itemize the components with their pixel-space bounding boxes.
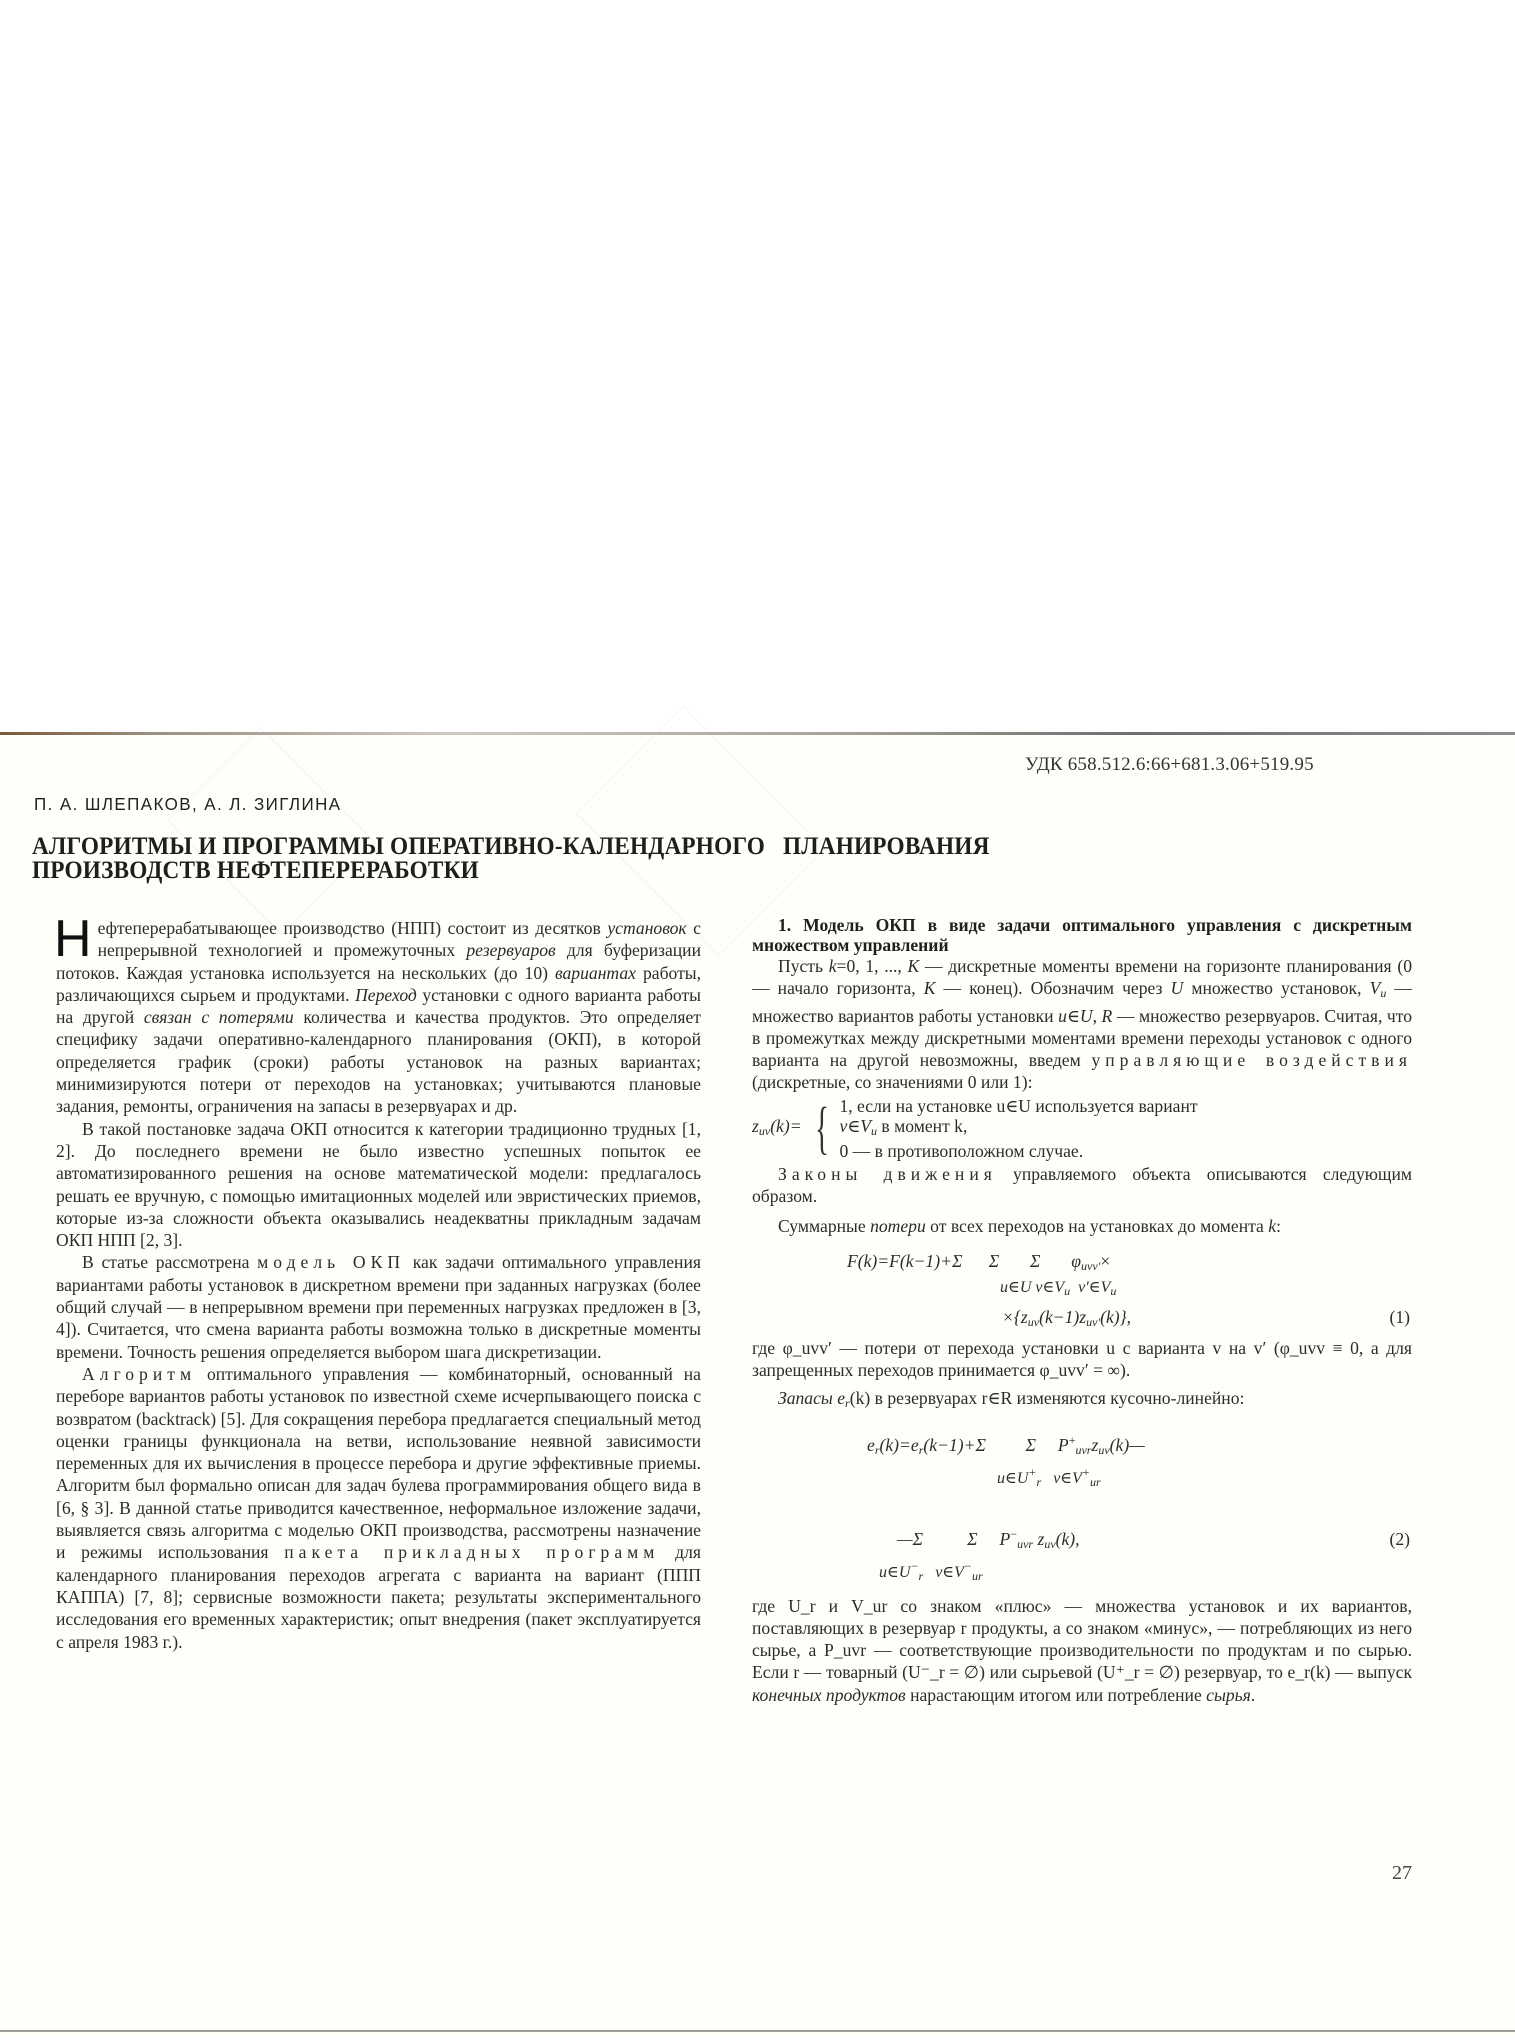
math-text: F(k)=F(k−1)+Σ Σ Σ φ [847,1250,1082,1271]
subscript: r [918,1442,924,1457]
superscript: + [1068,1432,1076,1447]
eq2-line-1 [867,1429,1412,1461]
subscript: uvr [1075,1442,1092,1457]
text-run: . [1250,1684,1256,1705]
math-var: k [828,956,837,976]
subscript: ur [972,1568,983,1583]
drop-cap: Н [54,910,92,968]
math-text: e [867,1434,875,1455]
authors: П. А. ШЛЕПАКОВ, А. Л. ЗИГЛИНА [34,794,342,815]
subscript: u [1064,1283,1071,1298]
math-var: K [923,978,936,999]
eq1-sum-limits [847,1277,1412,1302]
article-title [32,835,1148,883]
italic-term: установок [607,918,687,938]
spaced-term: пакета прикладных программ [284,1542,660,1563]
eq1-line-2-text [1002,1306,1131,1333]
math-text: (k)= [770,1115,802,1136]
text-run: Пусть [778,956,829,976]
paragraph-stocks [752,1387,1412,1414]
math-var: u∈U [1058,1005,1093,1026]
italic-term: резервуаров [466,940,556,961]
italic-term: Переход [355,984,417,1005]
text-run: , [1092,1005,1102,1026]
section-heading: 1. Модель ОКП в виде задачи оптимального управления с дискретным множеством управлений [752,915,1412,955]
math-text: (k)=e [879,1434,919,1455]
spaced-term: Законы движения [778,1163,997,1184]
subscript: uvv′ [1081,1258,1101,1273]
math-var: R [1101,1005,1113,1026]
subscript: uv [1027,1314,1040,1329]
math-text: —Σ Σ P [897,1528,1011,1549]
math-text: (k)— [1109,1434,1145,1455]
text-run: В статье рассмотрена [82,1252,258,1273]
paragraph-3 [56,1251,701,1362]
spaced-term: Алгоритм [82,1363,197,1384]
eq2-line-2-text [897,1523,1080,1555]
formula-lhs [752,1115,802,1142]
math-var: v∈V [839,1115,872,1136]
math-text: u∈U v∈V [1000,1278,1065,1296]
subscript: uvr [1017,1536,1034,1551]
subscript: r [874,1442,880,1457]
title-line-2: ПРОИЗВОДСТВ НЕФТЕПЕРЕРАБОТКИ [32,857,479,884]
left-column [54,910,701,1653]
math-text: u∈U [879,1563,911,1581]
equation-2 [752,1429,1412,1587]
text-run: работы, различающихся сырьем и продуктами. [56,962,701,1005]
text-run: для буферизации потоков. Каждая установка используется на нескольких (до 10) [56,940,701,983]
eq2-line-2 [867,1523,1412,1555]
subscript: r [918,1568,924,1583]
superscript: − [963,1558,973,1573]
page-bottom-edge [0,2030,1515,2032]
math-text: (k−1)z [1039,1306,1087,1327]
case-1: 1, если на установке u∈U используется вариант [839,1095,1198,1116]
math-text: ×{z [1002,1306,1028,1327]
equation-number: (2) [1389,1528,1410,1549]
text-run: оптимального управления — комбинаторный, основанный на переборе вариантов работы установок по известной схеме исчерпывающего поиска с возвратом (backtrack) [5]. Для сокращения перебора предлагается специальный метод оценки границы функционала на ветви, использование неявной зависимости переменных для их вычисления в процессе перебора и другие эффективные приемы. Алгоритм был формально описан для задач булева программирования общего вида в [6, § 3]. В данной статье приводится качественное, неформальное изложение задачи, выявляется связь алгоритма с моделью ОКП производства, рассмотрены назначение и режимы использования [56,1363,701,1563]
superscript: + [1081,1464,1091,1479]
text-run: количества и качества продуктов. Это определяет специфику задачи оперативно-календарного планирования (ОКП), в которой определяется график (сроки) работы установок на разных вариантах; минимизируются потери от переходов на установках; учитываются плановые задания, ремонты, ограничения на запасы в резервуарах и др. [56,1007,701,1117]
text-run: управляемого объекта описываются следующим образом. [752,1163,1412,1207]
italic-term: конечных продуктов [752,1684,906,1705]
text-run: (дискретные, со значениями 0 или 1): [752,1072,1033,1093]
superscript: − [1010,1526,1018,1541]
udk-code: УДК 658.512.6:66+681.3.06+519.95 [1025,754,1314,775]
text-run: ефтеперерабатывающее производство (НПП) состоит из десятков [97,918,608,938]
math-var: k [1268,1216,1277,1237]
subscript: r [1036,1474,1042,1489]
text-run: установки с одного варианта работы на другой [56,984,701,1028]
control-definition-formula [752,1096,1412,1161]
subscript: uv [1044,1536,1056,1551]
math-text: u∈U [997,1469,1029,1487]
paragraph-motion-laws [752,1163,1412,1208]
text-run: — множество резервуаров. Считая, что в промежутках между дискретными моментами времени переходы установок с одного варианта на другой невозможны, введем [752,1005,1413,1071]
math-text: (k)}, [1100,1306,1132,1327]
paragraph-losses [752,1215,1412,1237]
math-text: v′∈V [1070,1278,1111,1296]
math-text: v∈V [1041,1469,1082,1487]
equation-1 [752,1250,1412,1333]
case-3: 0 — в противоположном случае. [839,1140,1084,1161]
math-var: K [907,956,920,976]
math-var: U [1170,978,1184,999]
intro-paragraph [54,910,701,1118]
subscript: r [845,1396,850,1411]
text-run: нарастающим итогом или потребление [905,1684,1207,1705]
italic-term: вариантах [554,962,636,983]
italic-term: потери [870,1216,926,1237]
text-run: для календарного планирования переходов агрегата с варианта на вариант (ППП КАППА) [7, 8]; сервисные возможности пакета; результаты экспериментального исследования его временных характеристик; опыт внедрения (пакет эксплуатируется с апреля 1983 г.). [56,1542,701,1652]
case-2 [839,1116,1412,1141]
equation-number: (1) [1389,1306,1410,1327]
paragraph-definitions: Пусть k=0, 1, ..., K — дискретные моменты времени на горизонте планирования (0 — начало горизонта, K — конец). Обозначим через U множество установок, $V_u$ — множество вариантов работы установки u∈U, R — множество резервуаров. Считая, что в промежутках между дискретными моментами времени переходы установок с одного варианта на другой невозможны, введем управляющие воздействия (дискретные, со значениями 0 или 1): [752,956,1413,1093]
brace-symbol: { [814,1095,829,1161]
eq1-line-1 [847,1250,1412,1277]
subscript: ur [1090,1474,1101,1489]
math-text: z [1091,1434,1099,1455]
right-column [752,915,1412,1706]
paragraph-sets-definition [752,1595,1412,1706]
text-run: Суммарные [778,1216,871,1237]
bleed-through-shape [167,727,375,935]
italic-term: Запасы e [778,1388,846,1409]
math-text: в момент k, [877,1115,968,1136]
spaced-term: модель ОКП [257,1252,406,1273]
math-var: V [1369,978,1381,999]
italic-term: сырья [1206,1684,1251,1705]
paragraph-4 [56,1363,701,1653]
superscript: − [910,1558,919,1573]
eq2-sum-limits-2 [867,1555,1412,1587]
page-number: 27 [1392,1862,1412,1884]
math-text: (k−1)+Σ Σ P [923,1434,1069,1455]
text-run: =0, 1, ..., [836,956,908,976]
italic-term: связан с потерями [143,1007,294,1028]
text-run: — множество вариантов работы установки [752,978,1413,1026]
subscript: uv′ [1086,1314,1101,1329]
subscript: u [871,1123,878,1138]
math-text: z [1033,1528,1045,1549]
title-line-1: АЛГОРИТМЫ И ПРОГРАММЫ ОПЕРАТИВНО-КАЛЕНДАРНОГО ПЛАНИРОВАНИЯ [32,833,990,860]
paragraph-2: В такой постановке задача ОКП относится к категории традиционно трудных [1, 2]. До последнего времени не было известно успешных попыток ее автоматизированного решения на основе математической модели: предлагалось решать ее вручную, с помощью имитационных моделей или эвристических приемов, которые из-за сложности объекта оказывались неадекватны прикладным задачам ОКП НПП [2, 3]. [56,1118,701,1251]
subscript: uv [1098,1442,1110,1457]
eq2-sum-limits-1 [867,1461,1412,1493]
text-run: с непрерывной технологией и промежуточных [97,918,701,961]
journal-page [0,735,1515,2035]
math-text: (k), [1055,1528,1080,1549]
text-run: от всех переходов на установках до момента [925,1216,1269,1237]
eq1-line-2 [847,1306,1412,1333]
math-text: v∈V [923,1563,964,1581]
subscript: u [1110,1283,1117,1298]
math-text: × [1100,1250,1111,1271]
text-run: как задачи оптимального управления вариантами работы установок в дискретном времени при заданных нагрузках (более общий случай — в непрерывном времени при переменных нагрузках предложен в [3, 4]). Считается, что смена варианта работы возможна только в дискретные моменты времени. Точность решения определяется выбором шага дискретизации. [56,1252,701,1362]
blank-scan-area [0,0,1515,732]
text-run: где U_r и V_ur со знаком «плюс» — множества установок и их вариантов, поставляющих в резервуар r продукты, а со знаком «минус», — потребляющих из него сырье, а P_uvr — соответствующие производительности по продуктам и по сырью. Если r — товарный (U⁻_r = ∅) или сырьевой (U⁺_r = ∅) резервуар, то e_r(k) — выпуск [752,1595,1412,1683]
superscript: + [1028,1464,1037,1479]
text-run: — дискретные моменты времени на горизонте планирования (0 — начало горизонта, [752,956,1412,999]
formula-cases [839,1096,1412,1161]
text-run: : [1276,1216,1281,1237]
spaced-term: управляющие воздействия [1091,1050,1412,1071]
text-run: множество установок, [1183,978,1370,999]
math-var: z [752,1115,759,1136]
text-run: (k) в резервуарах r∈R изменяются кусочно-линейно: [849,1388,1245,1409]
text-run: — конец). Обозначим через [935,978,1171,999]
subscript: uv [758,1123,771,1138]
paragraph-phi-definition: где φ_uvv′ — потери от перехода установки u с варианта v на v′ (φ_uvv ≡ 0, а для запрещенных переходов принимается φ_uvv′ = ∞). [752,1337,1412,1380]
